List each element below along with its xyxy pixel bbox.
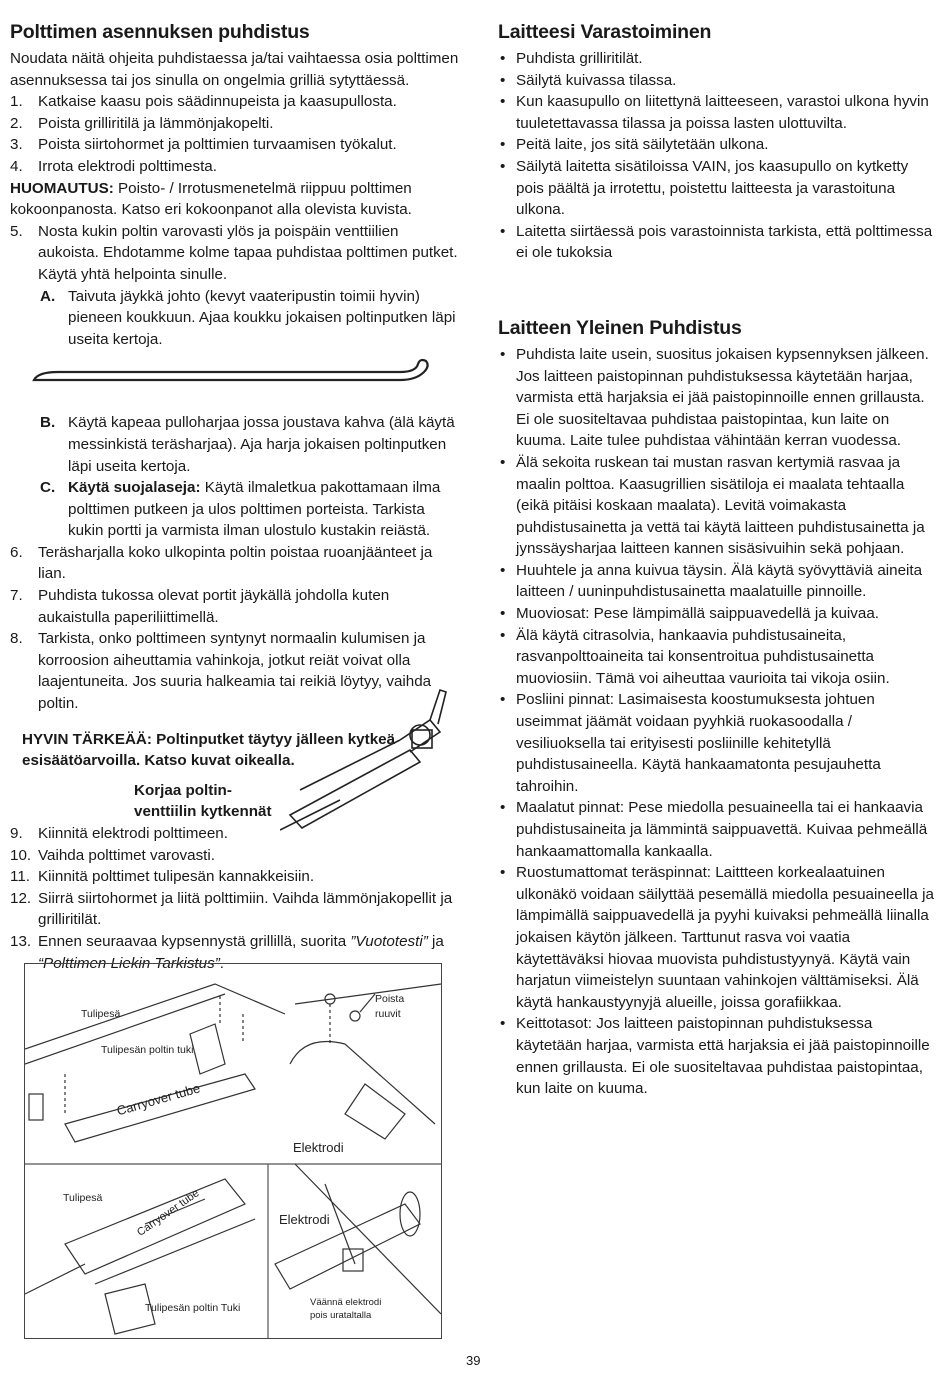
leak-test-ref: ”Vuototesti” <box>350 932 428 950</box>
wire-hook-icon <box>28 358 448 398</box>
step-item <box>10 134 460 156</box>
sub-step-text <box>68 477 460 542</box>
flame-check-ref: “Polttimen Liekin Tarkistus” <box>38 954 220 972</box>
note-paragraph <box>10 178 460 221</box>
fig-label-carryover: Carryover tube <box>115 1080 202 1119</box>
bullet-item: • Älä käytä citrasolvia, hankaavia puhdistusaineita, rasvanpolttoaineita tai konsentroitua puhdistusainetta muoviosiin. Tämä voi aiheuttaa vaurioita tai vikoja osiin. <box>498 625 938 690</box>
step-text: Tarkista, onko polttimeen syntynyt normaalin kulumisen ja korroosion aiheuttamia vahinkoja, jotkut reiät voivat olla laajentuneita. Jos suuria halkeamia tai reikiä löytyy, vaihda poltin. <box>38 630 432 713</box>
right-column <box>498 20 938 1100</box>
step-number: 7. <box>10 587 23 605</box>
fig-label-tulipesa: Tulipesä <box>81 1008 121 1020</box>
step-number: 6. <box>10 543 23 561</box>
step-item <box>10 156 460 178</box>
important-note: HYVIN TÄRKEÄÄ: Poltinputket täytyy jälleen kytkeä esisäätöarvoilla. Katso kuvat oikealla. <box>22 730 396 770</box>
fig-label-vaanna: Väännä elektrodi pois urataltalla <box>310 1297 382 1321</box>
intro-text: Noudata näitä ohjeita puhdistaessa ja/tai vaihtaessa osia polttimen asennuksessa tai jos sinulla on ongelmia grilliä sytyttäessä. <box>10 50 459 89</box>
cleaning-list <box>498 344 938 1100</box>
step-text: Poista siirtohormet ja polttimien turvaamisen työkalut. <box>38 136 397 154</box>
step-item <box>10 585 460 628</box>
step-item <box>10 113 460 135</box>
bullet-item: • Älä sekoita ruskean tai mustan rasvan kertymiä rasvaa ja maalin polttoa. Kaasugrillien sisätiloja ei maalata tehtaalla (eikä pitäisi koskaan maalata). Levitä voimakasta puhdistusainetta ja vettä tai käytä laitteen puhdistusainetta ja jynssäysharjaa laitteen kannen sisäsivuihin sekä pohjaan. <box>498 452 938 560</box>
step-number: 10. <box>10 846 32 864</box>
sub-step-a <box>10 286 460 351</box>
bullet-item: • Posliini pinnat: Lasimaisesta koostumuksesta johtuen useimmat jäämät voidaan pyyhkiä ruokasoodalla / vesiliuoksella tai erityisesti posliinille kehitetyllä puhdistusaineella. Käytä hankaamatonta pesujauhetta tahroihin. <box>498 689 938 797</box>
step-number: 12. <box>10 889 32 907</box>
step-5 <box>10 221 460 286</box>
step-13-end: . <box>219 954 224 972</box>
step-item <box>10 888 460 931</box>
step-text: Kiinnitä elektrodi polttimeen. <box>38 825 228 842</box>
step-number: 11. <box>10 868 30 886</box>
storage-heading: Laitteesi Varastoiminen <box>498 21 712 43</box>
sub-step-letter: C. <box>40 479 56 497</box>
step-text: Puhdista tukossa olevat portit jäykällä johdolla kuten aukaistulla paperiliittimellä. <box>38 587 390 626</box>
fig-label-elektrodi-top: Elektrodi <box>293 1140 344 1155</box>
step-13-mid: ja <box>427 932 444 950</box>
fig-label-tulipesa-bottom: Tulipesä <box>63 1192 103 1204</box>
bullet-item: • Ruostumattomat teräspinnat: Laittteen korkealaatuinen ulkonäkö voidaan säilyttää pesemällä miedolla pesuaineella ja lämpimällä saippuavedellä ja pyyhi kuivaksi pehmeällä liinalla jokaisen käytön jälkeen. Tarttunut rasva voi vaatia käytettäväksi hiovaa muovista puhdistustyynyä. Käytä vain harjatun viimeistelyn suuntaan vahinkojen välttämiseksi. Älä käytä hankaustyynyjä alueille, joissa gorafiikkaa. <box>498 862 938 1013</box>
step-number: 1. <box>10 93 23 111</box>
step-number: 8. <box>10 630 23 648</box>
step-text: Teräsharjalla koko ulkopinta poltin poistaa ruoanjäänteet ja lian. <box>38 543 433 583</box>
fig-label-carryover-bottom: Carryover tube <box>135 1187 202 1239</box>
step-text: Katkaise kaasu pois säädinnupeista ja kaasupullosta. <box>38 93 397 111</box>
sub-step-letter: B. <box>40 414 56 432</box>
sub-step-body: Käytä ilmaletkua pakottamaan ilma polttimen putkeen ja ulos polttimen porteista. Tarkista kukin portti ja varmista ilman ulostulo kustakin reiästä. <box>68 479 441 540</box>
bullet-item: • Puhdista laite usein, suositus jokaisen kypsennyksen jälkeen. Jos laitteen paistopinnan puhdistuksessa käytetään harjaa, varmista että harjaksia ei jää paistopinnoille ennen grillausta. Ei ole suositeltavaa puhdistaa paistopintaa, kun laite on kuuma. Laite tulee puhdistaa vähintään kerran vuodessa. <box>498 344 938 452</box>
step-text: Irrota elektrodi polttimesta. <box>38 157 217 175</box>
step-number: 3. <box>10 136 23 154</box>
step-item <box>10 91 460 113</box>
bullet-item: • Huuhtele ja anna kuivua täysin. Älä käytä syövyttäviä aineita laitteen / uuninpuhdistusainetta maalatuille pinnoille. <box>498 560 938 603</box>
burner-cleaning-heading: Polttimen asennuksen puhdistus <box>10 21 310 43</box>
hook-illustration <box>10 350 460 412</box>
step-text: Vaihda polttimet varovasti. <box>38 846 215 864</box>
page-number: 39 <box>466 1353 481 1368</box>
bullet-item: • Säilytä laitetta sisätiloissa VAIN, jos kaasupullo on kytketty pois päältä ja irrotettu, poistettu laitteesta ja varastoituna ulkona. <box>498 156 938 221</box>
sub-step-letter: A. <box>40 287 56 305</box>
step-text: Nosta kukin poltin varovasti ylös ja poispäin venttiilien aukoista. Ehdotamme kolme tapaa puhdistaa polttimen putket. Käytä yhtä helpointa sinulle. <box>38 222 458 283</box>
step-number: 4. <box>10 157 23 175</box>
note-label: HUOMAUTUS: <box>10 179 114 197</box>
bullet-item: • Muoviosat: Pese lämpimällä saippuavedellä ja kuivaa. <box>498 603 938 625</box>
fig-label-tuki-bottom: Tulipesän poltin Tuki <box>145 1302 241 1314</box>
step-item <box>10 866 460 888</box>
bullet-item: • Maalatut pinnat: Pese miedolla pesuaineella tai ei hankaavia puhdistusaineita ja lämmintä saippuavettä. Kuivaa pehmeällä hankaamattomalla kankaalla. <box>498 797 938 862</box>
step-number: 2. <box>10 114 23 132</box>
step-number: 13. <box>10 932 32 950</box>
step-item <box>10 845 460 867</box>
step-text: Poista grilliritilä ja lämmönjakopelti. <box>38 114 274 132</box>
sub-step-b <box>10 412 460 477</box>
fig-label-poista: Poista ruuvit <box>375 993 405 1020</box>
sub-step-text: Käytä kapeaa pulloharjaa jossa joustava kahva (älä käytä messinkistä teräsharjaa). Aja harja jokaisen poltinputken läpi useita kertoja. <box>68 414 455 475</box>
fig-label-tuki: Tulipesän poltin tuki <box>101 1044 194 1056</box>
bullet-item: • Säilytä kuivassa tilassa. <box>498 70 938 92</box>
step-13-part: Ennen seuraavaa kypsennystä grillillä, suorita <box>38 932 351 950</box>
burner-valve-illustration <box>280 680 450 840</box>
valve-caption: Korjaa poltin-venttiilin kytkennät <box>134 781 272 821</box>
step-text: Siirrä siirtohormet ja liitä polttimiin. Vaihda lämmönjakopellit ja grilliritilät. <box>38 889 453 929</box>
bullet-item: • Peitä laite, jos sitä säilytetään ulkona. <box>498 134 938 156</box>
step-number: 9. <box>10 825 23 842</box>
general-cleaning-heading: Laitteen Yleinen Puhdistus <box>498 316 742 339</box>
bullet-item: • Laitetta siirtäessä pois varastoinnista tarkista, että polttimessa ei ole tukoksia <box>498 221 938 264</box>
bullet-item: • Puhdista grilliritilät. <box>498 48 938 70</box>
storage-list <box>498 48 938 264</box>
step-item <box>10 542 460 585</box>
safety-glasses-label: Käytä suojalaseja: <box>68 479 201 497</box>
sub-step-c <box>10 477 460 542</box>
step-number: 5. <box>10 222 23 240</box>
step-text: Kiinnitä polttimet tulipesän kannakkeisiin. <box>38 868 315 886</box>
burner-assembly-figure <box>24 963 442 1339</box>
bullet-item: • Keittotasot: Jos laitteen paistopinnan puhdistuksessa käytetään harjaa, varmista että harjaksia ei jää paistopinnoille ennen grillausta. Ei ole suositeltavaa puhdistaa paistopintaa, kun laite on kuuma. <box>498 1013 938 1099</box>
note-text: Poisto- / Irrotusmenetelmä riippuu polttimen kokoonpanosta. Katso eri kokoonpanot alla olevista kuvista. <box>10 179 412 219</box>
sub-step-text: Taivuta jäykkä johto (kevyt vaateripustin toimii hyvin) pieneen koukkuun. Ajaa koukku jokaisen poltinputken läpi useita kertoja. <box>68 287 456 348</box>
fig-label-elektrodi-bottom: Elektrodi <box>279 1212 330 1227</box>
bullet-item: • Kun kaasupullo on liitettynä laitteeseen, varastoi ulkona hyvin tuuletettavassa tilassa ja poissa lasten ulottuvilta. <box>498 91 938 134</box>
